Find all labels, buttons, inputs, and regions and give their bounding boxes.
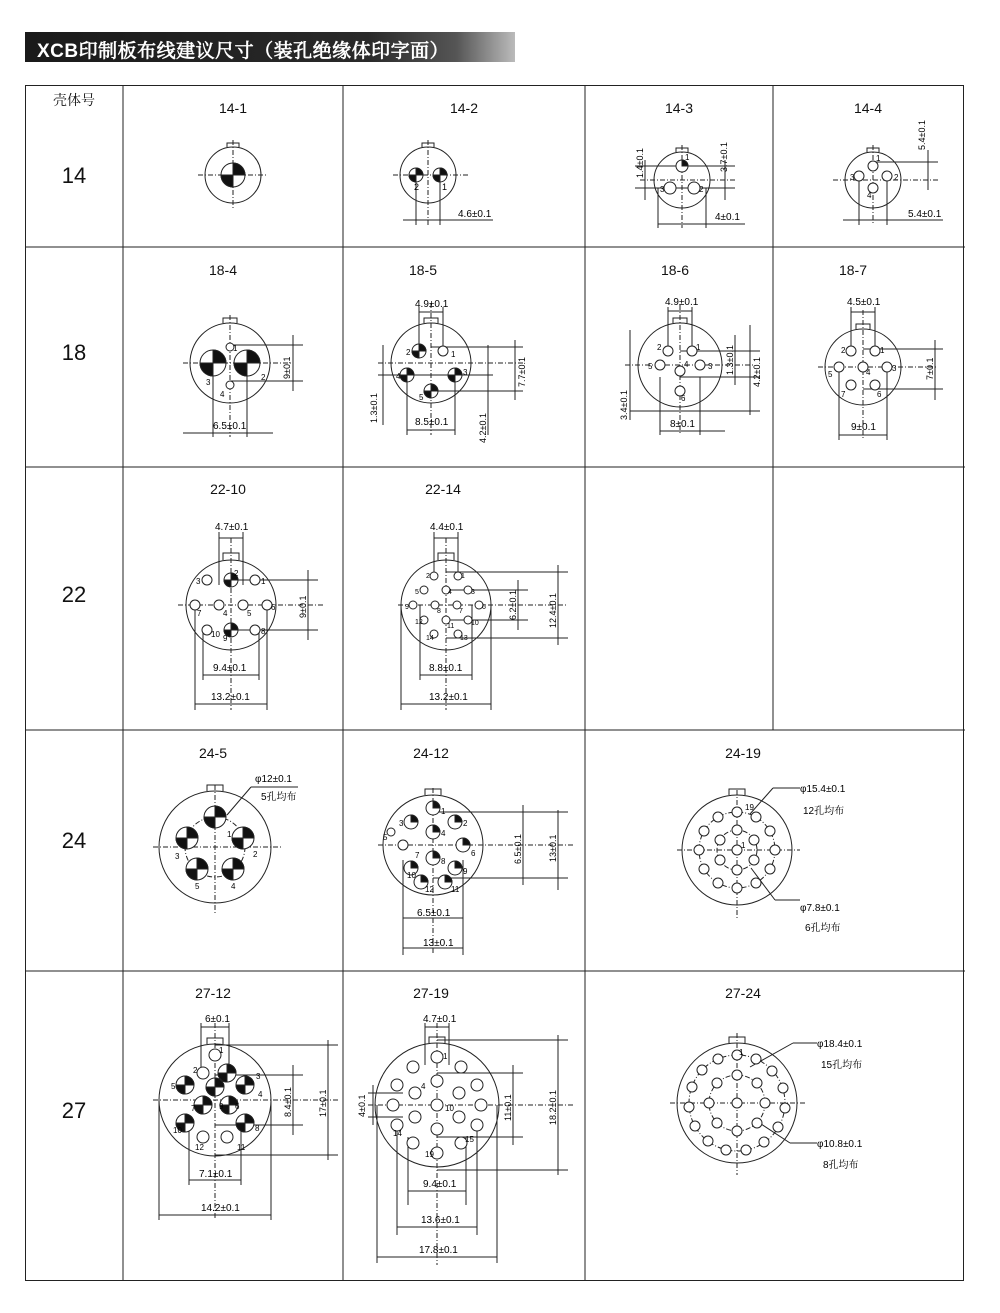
title-22-10: 22-10 — [210, 481, 246, 497]
pin-label: 3 — [175, 852, 180, 861]
pin-label: 2 — [253, 850, 258, 859]
pin-label: 3 — [850, 173, 855, 182]
pin-label: 4 — [684, 360, 689, 369]
dim-label: 9.4±0.1 — [213, 663, 247, 674]
pin-label: 6 — [482, 604, 486, 611]
diagram-22-14 — [343, 510, 585, 720]
pin-label: 1 — [461, 573, 465, 580]
pin-label: 9 — [219, 1102, 224, 1111]
pin-label: 2 — [426, 573, 430, 580]
pin-label: 2 — [406, 348, 411, 357]
pin-label: 3 — [471, 589, 475, 596]
pin-label: 7 — [197, 609, 202, 618]
note-label: φ7.8±0.1 — [800, 903, 840, 914]
title-18-7: 18-7 — [838, 262, 868, 278]
pin-label: 8 — [437, 608, 441, 615]
title-14-1: 14-1 — [218, 100, 248, 116]
diagram-18-5 — [343, 285, 585, 450]
dim-label: 4.2±0.1 — [478, 413, 488, 443]
pin-label: 5 — [171, 1082, 176, 1091]
pin-label: 1 — [227, 830, 232, 839]
pin-label: 2 — [894, 173, 899, 182]
dim-label: 8.5±0.1 — [415, 417, 449, 428]
dim-label: 6.5±0.1 — [417, 908, 451, 919]
dim-label: 9.4±0.1 — [423, 1179, 457, 1190]
dim-label: 4.4±0.1 — [430, 522, 464, 533]
pin-label: 12 — [195, 1143, 204, 1152]
pin-label: 7 — [191, 1104, 196, 1113]
pin-label: 5 — [828, 370, 833, 379]
pin-label: 2 — [841, 346, 846, 355]
note-label: 12孔均布 — [803, 806, 845, 817]
pin-label: 9 — [405, 604, 409, 611]
dim-label: 13±0.1 — [548, 834, 558, 862]
shell-header: 壳体号 — [53, 92, 95, 108]
page-banner — [25, 32, 515, 62]
dim-label: 6.5±0.1 — [513, 834, 523, 864]
dim-label: 6.2±0.1 — [508, 590, 518, 620]
shell-18: 18 — [61, 340, 87, 365]
dim-label: 4.7±0.1 — [215, 522, 249, 533]
note-label: 5孔均布 — [261, 792, 297, 803]
pin-label: 10 — [445, 1104, 454, 1113]
diagram-27-12 — [123, 1005, 343, 1220]
dim-label: 4.9±0.1 — [665, 297, 699, 308]
title-24-5: 24-5 — [198, 745, 228, 761]
dim-label: 4.6±0.1 — [458, 209, 492, 220]
pin-label: 1 — [880, 346, 885, 355]
diagram-14-2 — [343, 120, 585, 240]
title-14-3: 14-3 — [664, 100, 694, 116]
dim-label: 1.4±0.1 — [635, 148, 645, 178]
note-label: φ10.8±0.1 — [817, 1139, 863, 1150]
pin-label: 10 — [173, 1126, 182, 1135]
pin-label: 14 — [393, 1129, 402, 1138]
dim-label: 4±0.1 — [715, 212, 740, 223]
pin-label: 11 — [237, 1143, 246, 1152]
pin-label: 4 — [223, 609, 228, 618]
diagram-27-19 — [343, 1005, 585, 1265]
pin-label: 3 — [206, 378, 211, 387]
dim-label: 3.7±0.1 — [719, 142, 729, 172]
title-27-12: 27-12 — [195, 985, 231, 1001]
pin-label: 2 — [657, 343, 662, 352]
dim-label: 6±0.1 — [205, 1014, 230, 1025]
dim-label: 7.7±0.1 — [517, 357, 527, 387]
dim-label: 13.2±0.1 — [211, 692, 250, 703]
pin-label: 1 — [219, 1046, 224, 1055]
pin-label: 3 — [660, 185, 665, 194]
pin-label: 2 — [699, 185, 704, 194]
dim-label: 13.2±0.1 — [429, 692, 468, 703]
dim-label: 11±0.1 — [503, 1094, 513, 1121]
pin-label: 8 — [261, 627, 266, 636]
pin-label: 7 — [415, 851, 420, 860]
diagram-14-1 — [123, 120, 343, 250]
dim-label: 13.6±0.1 — [421, 1215, 460, 1226]
diagram-27-24 — [585, 1005, 940, 1195]
dim-label: 4.5±0.1 — [847, 297, 881, 308]
title-18-6: 18-6 — [660, 262, 690, 278]
pin-label: 1 — [442, 182, 448, 192]
pin-label: 7 — [459, 608, 463, 615]
pin-label: 1 — [451, 350, 456, 359]
title-14-4: 14-4 — [853, 100, 883, 116]
note-label: φ15.4±0.1 — [800, 784, 846, 795]
note-label: 6孔均布 — [805, 923, 841, 934]
pin-label: 2 — [234, 569, 239, 578]
pin-label: 13 — [460, 635, 468, 642]
note-label: 15孔均布 — [821, 1060, 863, 1071]
dim-label: 1.3±0.1 — [369, 393, 379, 423]
pin-label: 9 — [463, 867, 468, 876]
pin-label: 1 — [685, 153, 690, 162]
diagram-14-4 — [773, 120, 963, 240]
diagram-18-6 — [585, 285, 773, 450]
shell-24: 24 — [61, 828, 87, 853]
pin-label: 15 — [465, 1135, 474, 1144]
pin-label: 4 — [441, 829, 446, 838]
pin-label: 2 — [414, 182, 420, 192]
pin-label: 6 — [471, 849, 476, 858]
pin-label: 4 — [867, 191, 872, 200]
title-24-12: 24-12 — [413, 745, 449, 761]
pin-label: 3 — [399, 819, 404, 828]
dim-label: 5.4±0.1 — [908, 209, 942, 220]
pin-label: 3 — [256, 1072, 261, 1081]
dim-label: 7±0.1 — [925, 357, 935, 380]
pin-label: 3 — [463, 368, 468, 377]
pin-label: 5 — [648, 362, 653, 371]
dim-label: 3.4±0.1 — [619, 390, 629, 420]
dim-label: 5.4±0.1 — [917, 120, 927, 150]
pin-label: 10 — [211, 630, 220, 639]
pin-label: 2 — [463, 819, 468, 828]
diagram-14-3 — [585, 120, 773, 240]
pin-label: 4 — [396, 372, 401, 381]
pin-label: 4 — [866, 368, 871, 377]
pin-label: 4 — [421, 1082, 426, 1091]
pin-label: 1 — [443, 1052, 448, 1061]
pin-label: 4 — [448, 589, 452, 596]
dim-label: 17.8±0.1 — [419, 1245, 458, 1256]
pin-label: 11 — [447, 623, 455, 630]
pin-label: 2 — [261, 373, 266, 382]
title-27-19: 27-19 — [413, 985, 449, 1001]
shell-27: 27 — [61, 1098, 87, 1123]
note-label: φ18.4±0.1 — [817, 1039, 863, 1050]
pin-label: 1 — [233, 344, 238, 353]
title-27-24: 27-24 — [725, 985, 761, 1001]
pin-label: 1 — [876, 154, 881, 163]
dim-label: 8±0.1 — [670, 419, 695, 430]
diagram-22-10 — [123, 510, 343, 720]
note-label: φ12±0.1 — [255, 774, 292, 785]
pin-label: 8 — [255, 1124, 260, 1133]
pin-label: 10 — [407, 871, 416, 880]
pin-label: 3 — [892, 364, 897, 373]
pin-label: 1 — [441, 807, 446, 816]
pin-label: 10 — [471, 620, 479, 627]
pin-label: 3 — [708, 362, 713, 371]
pin-label: 1 — [261, 577, 266, 586]
dim-label: 9±0.1 — [298, 595, 308, 618]
pin-label: 19 — [425, 1150, 434, 1159]
pin-label: 4 — [231, 882, 236, 891]
dim-label: 7.1±0.1 — [199, 1169, 233, 1180]
pin-label: 4 — [220, 390, 225, 399]
dim-label: 6.5±0.1 — [213, 421, 247, 432]
title-22-14: 22-14 — [425, 481, 461, 497]
note-label: 8孔均布 — [823, 1160, 859, 1171]
diagram-24-19 — [585, 770, 940, 960]
title-18-5: 18-5 — [408, 262, 438, 278]
pin-label: 8 — [441, 857, 446, 866]
dim-label: 13±0.1 — [423, 938, 454, 949]
title-14-2: 14-2 — [449, 100, 479, 116]
diagram-24-12 — [343, 770, 585, 960]
pin-label: 5 — [419, 393, 424, 402]
pin-label: 1 — [696, 343, 701, 352]
diagram-18-4 — [123, 285, 343, 445]
shell-14: 14 — [61, 163, 87, 188]
pin-label: 1 — [741, 841, 746, 850]
pin-label: 6 — [877, 390, 882, 399]
pin-label: 3 — [196, 577, 201, 586]
dim-label: 4.2±0.1 — [752, 357, 762, 387]
diagram-24-5 — [123, 765, 343, 935]
pin-label: 2 — [193, 1066, 198, 1075]
pin-label: 5 — [383, 833, 388, 842]
title-24-19: 24-19 — [725, 745, 761, 761]
pin-label: 5 — [195, 882, 200, 891]
pin-label: 5 — [415, 589, 419, 596]
shell-22: 22 — [61, 582, 87, 607]
dim-label: 9±0.1 — [282, 356, 292, 379]
pin-label: 12 — [415, 619, 423, 626]
pin-label: 6 — [271, 603, 276, 612]
pin-label: 19 — [745, 803, 754, 812]
title-18-4: 18-4 — [208, 262, 238, 278]
pin-label: 5 — [247, 609, 252, 618]
dim-label: 4.9±0.1 — [415, 299, 449, 310]
pin-label: 1 — [739, 1048, 744, 1057]
diagram-18-7 — [773, 285, 963, 455]
dim-label: 18.2±0.1 — [548, 1090, 558, 1125]
dim-label: 9±0.1 — [851, 422, 876, 433]
banner-title: XCB印制板布线建议尺寸（装孔绝缘体印字面） — [37, 41, 450, 62]
dim-label: 17±0.1 — [318, 1089, 328, 1117]
dim-label: 4±0.1 — [357, 1094, 367, 1117]
dim-label: 12.4±0.1 — [548, 593, 558, 628]
dim-label: 8.8±0.1 — [429, 663, 463, 674]
dim-label: 14.2±0.1 — [201, 1203, 240, 1214]
pin-label: 9 — [223, 634, 228, 643]
dim-label: 8.4±0.1 — [283, 1087, 293, 1117]
dim-label: 1.3±0.1 — [725, 345, 735, 375]
pin-label: 7 — [841, 390, 846, 399]
pin-label: 14 — [426, 635, 434, 642]
pin-label: 6 — [681, 394, 686, 403]
pin-label: 11 — [451, 885, 460, 894]
pin-label: 4 — [258, 1090, 263, 1099]
pin-label: 6 — [235, 1102, 240, 1111]
dim-label: 4.7±0.1 — [423, 1014, 457, 1025]
pin-label: 12 — [425, 885, 434, 894]
